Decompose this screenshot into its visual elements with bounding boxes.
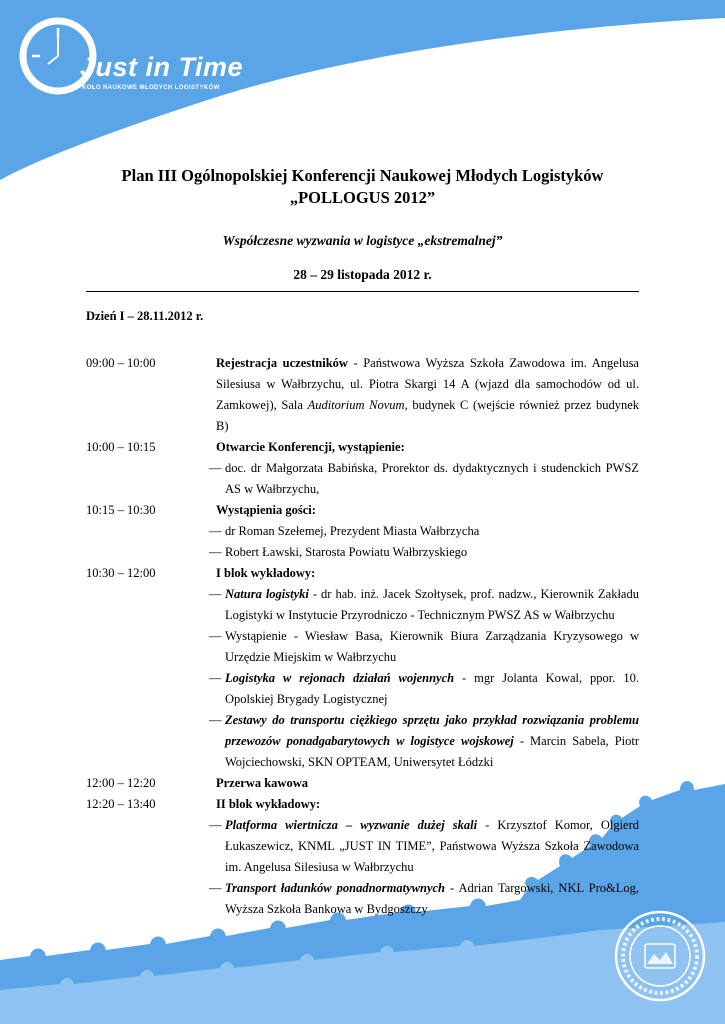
time-slot: 12:00 – 12:20 [86,776,156,790]
list-item-text: Robert Ławski, Starosta Powiatu Wałbrzyskiego [225,545,468,559]
time-slot: 10:00 – 10:15 [86,440,156,454]
list-item-text [225,668,639,710]
list-item [209,878,639,920]
schedule [86,353,639,920]
session-title: Przerwa kawowa [216,776,308,790]
dash-bullet: — [209,713,222,727]
schedule-row [86,773,639,794]
lecture-speaker: - mgr Jolanta Kowal, ppor. 10. Opolskiej Brygady Logistycznej [225,671,639,706]
list-item [209,458,639,500]
dash-bullet: — [209,671,222,685]
dash-bullet: — [209,818,222,832]
session-title: Wystąpienia gości: [216,503,316,517]
schedule-row [86,794,639,920]
conference-subtitle: Współczesne wyzwania w logistyce „ekstremalnej” [222,233,503,248]
dash-bullet: — [209,587,222,601]
title-line-2: „POLLOGUS 2012” [289,188,436,207]
list-item-text: Wystąpienie - Wiesław Basa, Kierownik Biura Zarządzania Kryzysowego w Urzędzie Miejskim w Wałbrzychu [225,629,639,664]
lecture-title: Transport ładunków ponadnormatywnych [225,881,445,895]
conference-dates: 28 – 29 listopada 2012 r. [293,267,432,282]
lecture-speaker: - dr hab. inż. Jacek Szołtysek, prof. nadzw., Kierownik Zakładu Logistyki w Instytucie Przyrodniczo - Technicznym PWSZ AS w Wałbrzychu [225,587,639,622]
lecture-title: Zestawy do transportu ciężkiego sprzętu jako przykład rozwiązania problemu przewozów ponadgabarytowych w logistyce wojskowej [225,713,639,748]
lecture-speaker: - Adrian Targowski, NKL Pro&Log, Wyższa Szkoła Bankowa w Bydgoszczy [225,881,639,916]
list-item [209,815,640,878]
divider [86,291,639,292]
session-text: - Państwowa Wyższa Szkoła Zawodowa im. Angelusa Silesiusa w Wałbrzychu, ul. Piotra Skargi 14 A (wjazd dla samochodów od ul. Zamkowej), Sala [216,356,639,412]
session-title: Rejestracja uczestników [216,356,348,370]
schedule-row [86,353,639,437]
session-description [209,500,639,563]
dash-bullet: — [209,881,222,895]
session-text: , budynek C (wejście również przez budynek B) [216,398,639,433]
session-title: Otwarcie Konferencji, wystąpienie: [216,440,405,454]
list-item-text [225,815,639,878]
time-slot: 10:15 – 10:30 [86,503,156,517]
dash-bullet: — [209,524,222,538]
title-line-1: Plan III Ogólnopolskiej Konferencji Naukowej Młodych Logistyków [121,166,604,185]
list-item [209,710,640,773]
dash-bullet: — [209,545,222,559]
session-description [209,794,640,920]
list-item-text [225,878,639,920]
document-title [86,165,639,209]
logo [18,16,244,96]
dash-bullet: — [209,461,222,475]
time-slot: 10:30 – 12:00 [86,566,156,580]
schedule-row [86,437,639,500]
logo-subtitle: KOŁO NAUKOWE MŁODYCH LOGISTYKÓW [82,85,220,91]
list-item [209,626,639,668]
lecture-speaker: - Marcin Sabela, Piotr Wojciechowski, SKN OPTEAM, Uniwersytet Łódzki [225,734,640,769]
session-description [216,773,639,794]
lecture-title: Natura logistyki [225,587,309,601]
time-slot: 09:00 – 10:00 [86,356,156,370]
time-slot: 12:20 – 13:40 [86,797,156,811]
session-description [209,563,640,773]
lecture-title: Platforma wiertnicza – wyzwanie dużej skali [225,818,478,832]
list-item-text: dr Roman Szełemej, Prezydent Miasta Wałbrzycha [225,524,480,538]
list-item [209,542,639,563]
session-title: I blok wykładowy: [216,566,316,580]
list-item [209,668,639,710]
list-item-text [225,584,639,626]
list-item-text: doc. dr Małgorzata Babińska, Prorektor ds. dydaktycznych i studenckich PWSZ AS w Wałbrzychu, [225,461,639,496]
schedule-row [86,500,639,563]
lecture-speaker: - Krzysztof Komor, Olgierd Łukaszewicz, KNML „JUST IN TIME”, Państwowa Wyższa Szkoła Zawodowa im. Angelusa Silesiusa w Wałbrzychu [225,818,640,874]
logo-name: Just in Time [80,52,244,82]
session-description [209,437,639,500]
dash-bullet: — [209,629,222,643]
schedule-row [86,563,639,773]
session-title: II blok wykładowy: [216,797,321,811]
session-description [216,353,639,437]
university-seal-icon [612,908,708,1004]
day-heading: Dzień I – 28.11.2012 r. [86,309,204,323]
list-item [209,521,639,542]
lecture-title: Logistyka w rejonach działań wojennych [225,671,455,685]
list-item-text [225,710,639,773]
room-name: Auditorium Novum [307,398,405,412]
document-body [86,165,639,920]
list-item [209,584,639,626]
